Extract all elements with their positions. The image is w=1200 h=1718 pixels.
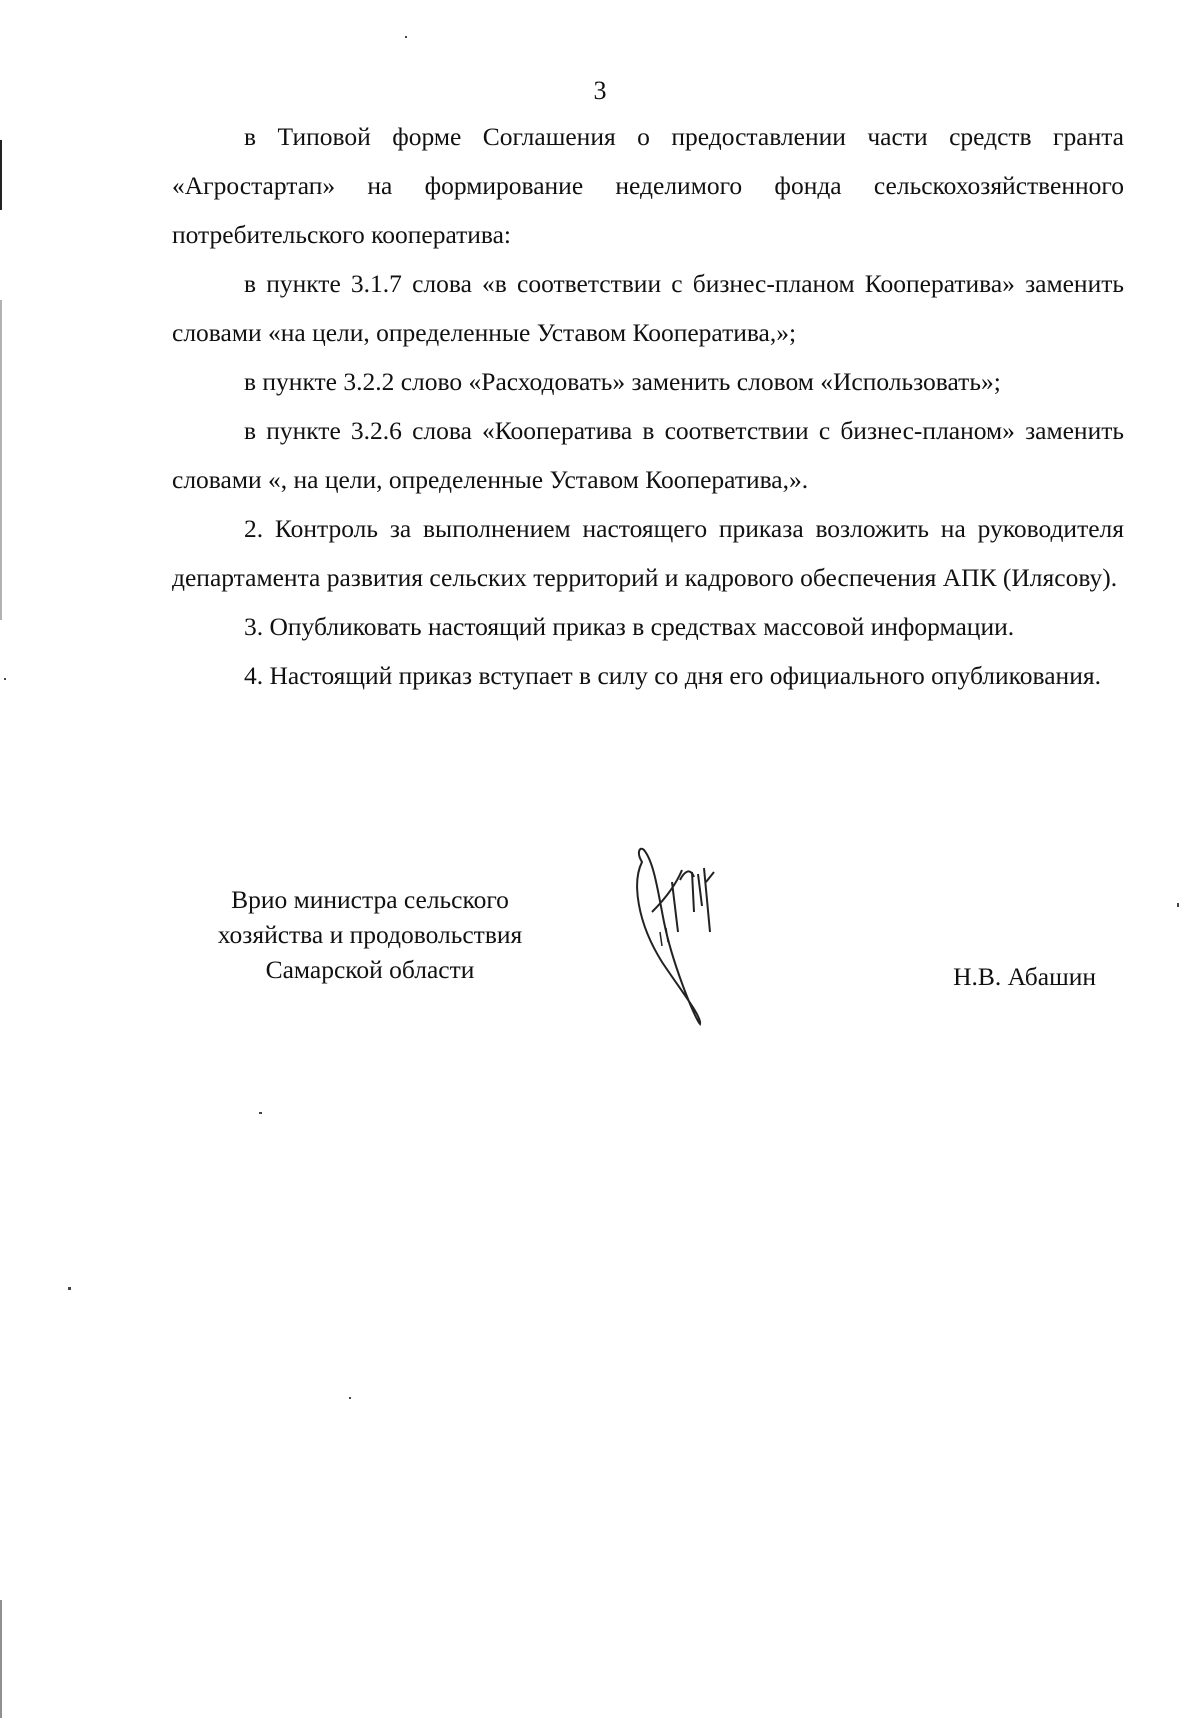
- signatory-position-line: Врио министра сельского: [231, 885, 509, 914]
- signatory-position-line: хозяйства и продовольствия: [217, 920, 523, 949]
- scan-speck: [349, 1397, 351, 1399]
- scan-speck: [405, 36, 407, 38]
- paragraph-2: в пункте 3.1.7 слова «в соответствии с бизнес-планом Кооператива» заменить словами «на цели, определенные Уставом Кооператива,»;: [172, 269, 1124, 347]
- paragraph-7: 4. Настоящий приказ вступает в силу со дня его официального опубликования.: [244, 661, 1101, 690]
- signatory-position-line: Самарской области: [265, 955, 475, 984]
- scan-edge-mark: [0, 300, 2, 620]
- page-number: 3: [593, 76, 607, 105]
- scan-speck: [68, 1287, 71, 1290]
- scan-speck: [259, 1112, 262, 1114]
- scan-speck: [1177, 903, 1179, 907]
- scan-speck: [4, 678, 6, 680]
- handwritten-signature: [632, 842, 742, 1027]
- paragraph-4: в пункте 3.2.6 слова «Кооператива в соответствии с бизнес-планом» заменить словами «, на цели, определенные Уставом Кооператива,».: [172, 416, 1124, 494]
- paragraph-5: 2. Контроль за выполнением настоящего приказа возложить на руководителя департамента развития сельских территорий и кадрового обеспечения АПК (Илясову).: [172, 514, 1124, 592]
- paragraph-1: в Типовой форме Соглашения о предоставлении части средств гранта «Агростартап» на формирование неделимого фонда сельскохозяйственного потребительского кооператива:: [172, 122, 1124, 249]
- scan-edge-mark: [0, 140, 2, 210]
- signatory-name: Н.В. Абашин: [953, 962, 1096, 991]
- paragraph-6: 3. Опубликовать настоящий приказ в средствах массовой информации.: [244, 612, 1015, 641]
- scan-edge-mark: [0, 1600, 2, 1718]
- document-body: [172, 112, 1124, 700]
- signatory-position: [160, 882, 580, 987]
- paragraph-3: в пункте 3.2.2 слово «Расходовать» заменить словом «Использовать»;: [244, 367, 1001, 396]
